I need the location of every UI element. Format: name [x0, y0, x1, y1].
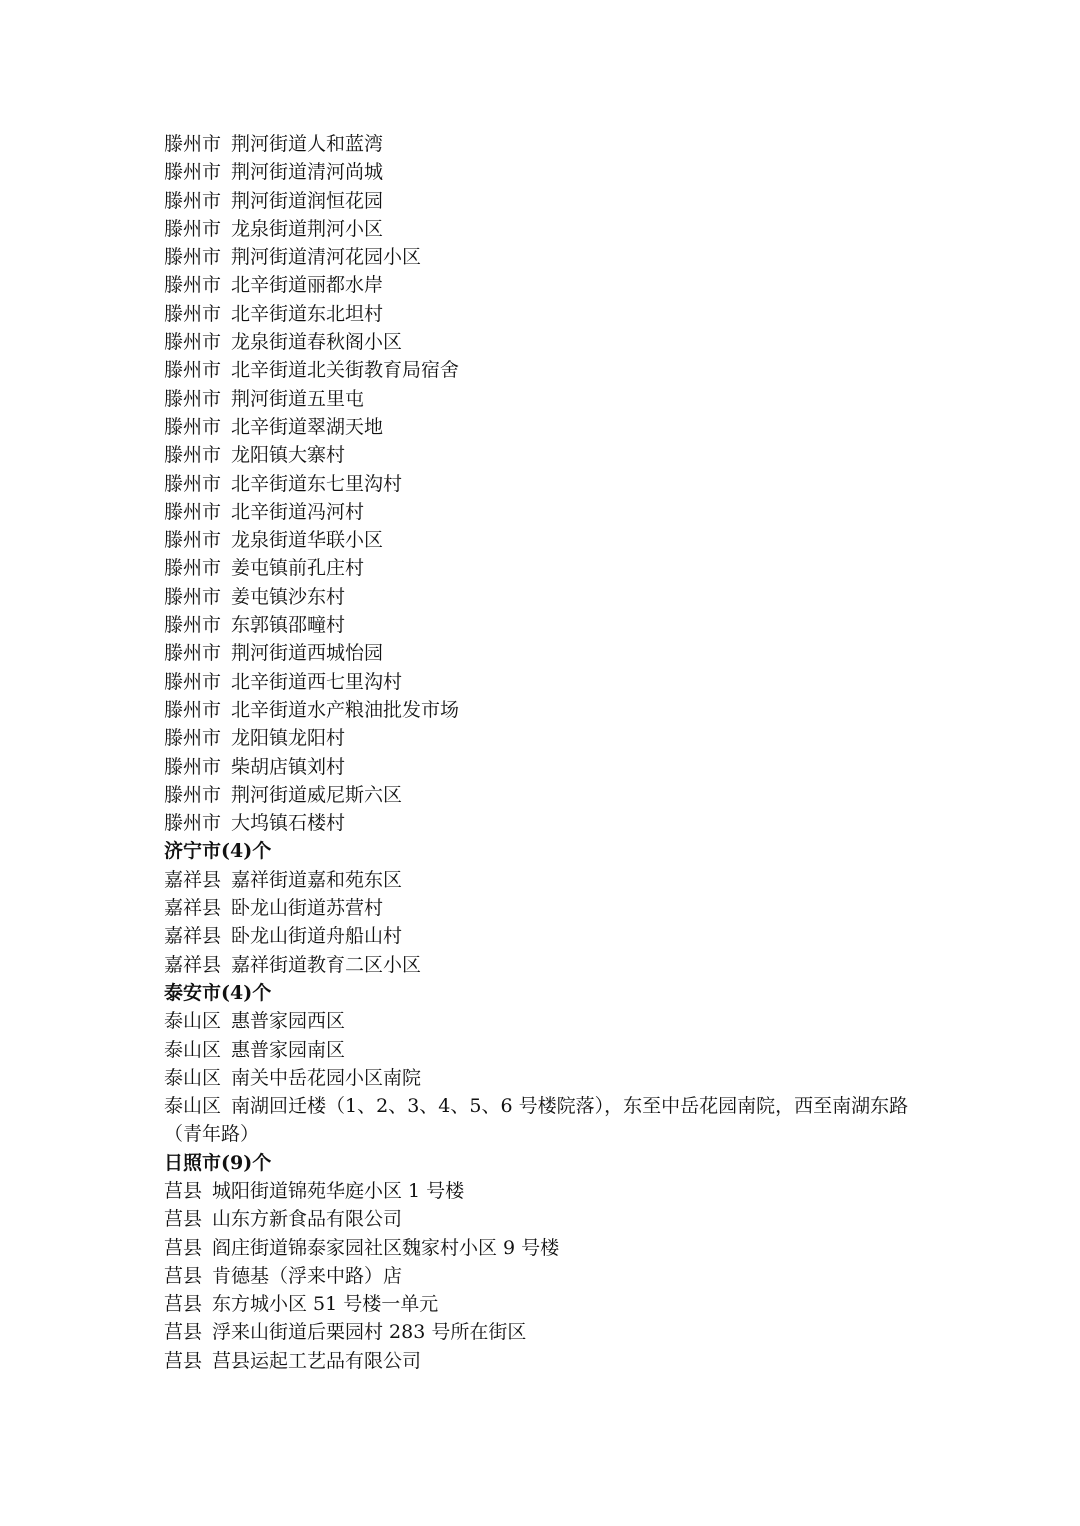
place-name: 南湖回迁楼（1、2、3、4、5、6 号楼院落），东至中岳花园南院，西至南湖东路（青年路）	[164, 1095, 909, 1146]
district-name: 滕州市	[164, 472, 222, 495]
place-name: 卧龙山街道苏营村	[231, 897, 384, 920]
list-item	[164, 951, 924, 979]
list-item	[164, 158, 924, 186]
district-name: 滕州市	[164, 246, 222, 269]
document-page	[164, 130, 924, 1375]
place-name: 荆河街道西城怡园	[231, 642, 384, 665]
list-item	[164, 130, 924, 158]
list-item	[164, 922, 924, 950]
district-name: 莒县	[164, 1236, 203, 1259]
district-name: 滕州市	[164, 585, 222, 608]
list-item	[164, 271, 924, 299]
list-item	[164, 526, 924, 554]
list-item	[164, 1177, 924, 1205]
district-name: 滕州市	[164, 783, 222, 806]
list-item	[164, 1064, 924, 1092]
place-name: 北辛街道东七里沟村	[231, 472, 403, 495]
district-name: 泰山区	[164, 1010, 222, 1033]
list-item	[164, 385, 924, 413]
list-item	[164, 498, 924, 526]
district-name: 滕州市	[164, 444, 222, 467]
place-name: 北辛街道西七里沟村	[231, 670, 403, 693]
list-item	[164, 441, 924, 469]
district-name: 滕州市	[164, 529, 222, 552]
place-name: 惠普家园西区	[231, 1010, 346, 1033]
place-name: 龙阳镇龙阳村	[231, 727, 346, 750]
place-name: 荆河街道人和蓝湾	[231, 133, 384, 155]
place-name: 莒县运起工艺品有限公司	[212, 1349, 422, 1372]
list-item	[164, 1262, 924, 1290]
place-name: 柴胡店镇刘村	[231, 755, 346, 778]
list-item	[164, 215, 924, 243]
place-name: 龙泉街道春秋阁小区	[231, 331, 403, 354]
district-name: 滕州市	[164, 133, 222, 155]
place-name: 阎庄街道锦泰家园社区魏家村小区 9 号楼	[212, 1236, 560, 1259]
list-item	[164, 413, 924, 441]
district-name: 滕州市	[164, 614, 222, 637]
list-item	[164, 668, 924, 696]
list-item	[164, 1347, 924, 1375]
list-item	[164, 1318, 924, 1346]
place-name: 大坞镇石楼村	[231, 812, 346, 835]
district-name: 滕州市	[164, 670, 222, 693]
district-name: 滕州市	[164, 161, 222, 184]
place-name: 龙泉街道华联小区	[231, 529, 384, 552]
district-name: 滕州市	[164, 500, 222, 523]
list-item	[164, 470, 924, 498]
list-item	[164, 1007, 924, 1035]
district-name: 滕州市	[164, 698, 222, 721]
district-name: 滕州市	[164, 302, 222, 325]
list-item	[164, 1234, 924, 1262]
place-name: 北辛街道翠湖天地	[231, 415, 384, 438]
district-name: 滕州市	[164, 755, 222, 778]
place-name: 城阳街道锦苑华庭小区 1 号楼	[212, 1179, 465, 1202]
district-name: 嘉祥县	[164, 897, 222, 920]
district-name: 滕州市	[164, 727, 222, 750]
list-item	[164, 356, 924, 384]
list-item	[164, 1205, 924, 1233]
list-item	[164, 300, 924, 328]
list-item	[164, 696, 924, 724]
district-name: 滕州市	[164, 359, 222, 382]
list-item	[164, 866, 924, 894]
section-heading: 日照市(9)个	[164, 1151, 272, 1174]
list-item	[164, 894, 924, 922]
district-name: 莒县	[164, 1293, 203, 1316]
list-item	[164, 611, 924, 639]
district-name: 滕州市	[164, 331, 222, 354]
list-item	[164, 187, 924, 215]
district-name: 嘉祥县	[164, 868, 222, 891]
list-item	[164, 583, 924, 611]
district-name: 莒县	[164, 1179, 203, 1202]
place-name: 荆河街道清河花园小区	[231, 246, 422, 269]
place-name: 龙泉街道荆河小区	[231, 217, 384, 240]
list-item	[164, 753, 924, 781]
place-name: 北辛街道水产粮油批发市场	[231, 698, 460, 721]
list-item	[164, 639, 924, 667]
district-name: 嘉祥县	[164, 953, 222, 976]
district-name: 滕州市	[164, 387, 222, 410]
place-name: 姜屯镇沙东村	[231, 585, 346, 608]
place-name: 北辛街道丽都水岸	[231, 274, 384, 297]
place-name: 山东方新食品有限公司	[212, 1208, 403, 1231]
list-item	[164, 781, 924, 809]
list-item	[164, 243, 924, 271]
place-name: 东方城小区 51 号楼一单元	[212, 1293, 439, 1316]
place-name: 嘉祥街道嘉和苑东区	[231, 868, 403, 891]
place-name: 卧龙山街道舟船山村	[231, 925, 403, 948]
list-item	[164, 328, 924, 356]
place-name: 荆河街道五里屯	[231, 387, 365, 410]
list-item	[164, 724, 924, 752]
place-name: 东郭镇邵疃村	[231, 614, 346, 637]
list-item	[164, 1092, 924, 1149]
place-name: 惠普家园南区	[231, 1038, 346, 1061]
district-name: 滕州市	[164, 274, 222, 297]
place-name: 南关中岳花园小区南院	[231, 1066, 422, 1089]
place-name: 荆河街道清河尚城	[231, 161, 384, 184]
list-item	[164, 809, 924, 837]
place-name: 嘉祥街道教育二区小区	[231, 953, 422, 976]
district-name: 嘉祥县	[164, 925, 222, 948]
place-name: 荆河街道威尼斯六区	[231, 783, 403, 806]
list-item	[164, 1290, 924, 1318]
list-item	[164, 554, 924, 582]
section-heading: 济宁市(4)个	[164, 840, 272, 863]
district-name: 莒县	[164, 1349, 203, 1372]
district-name: 泰山区	[164, 1038, 222, 1061]
district-name: 滕州市	[164, 217, 222, 240]
list-item	[164, 1036, 924, 1064]
place-name: 肯德基（浮来中路）店	[212, 1264, 403, 1287]
place-name: 荆河街道润恒花园	[231, 189, 384, 212]
place-name: 姜屯镇前孔庄村	[231, 557, 365, 580]
place-name: 浮来山街道后栗园村 283 号所在街区	[212, 1321, 527, 1344]
district-name: 莒县	[164, 1321, 203, 1344]
district-name: 莒县	[164, 1208, 203, 1231]
district-name: 莒县	[164, 1264, 203, 1287]
place-name: 北辛街道东北坦村	[231, 302, 384, 325]
section-heading: 泰安市(4)个	[164, 981, 272, 1004]
district-name: 滕州市	[164, 415, 222, 438]
district-name: 滕州市	[164, 812, 222, 835]
place-name: 北辛街道北关街教育局宿舍	[231, 359, 460, 382]
district-name: 泰山区	[164, 1095, 222, 1118]
district-name: 滕州市	[164, 642, 222, 665]
place-name: 北辛街道冯河村	[231, 500, 365, 523]
district-name: 滕州市	[164, 189, 222, 212]
district-name: 滕州市	[164, 557, 222, 580]
district-name: 泰山区	[164, 1066, 222, 1089]
place-name: 龙阳镇大寨村	[231, 444, 346, 467]
